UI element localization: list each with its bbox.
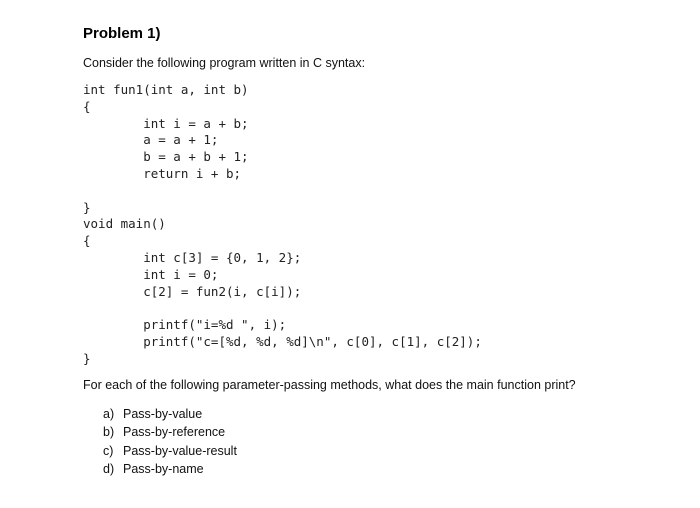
code-line: c[2] = fun2(i, c[i]); <box>83 283 302 299</box>
code-line: return i + b; <box>83 165 242 181</box>
problem-title: Problem 1) <box>83 25 161 42</box>
code-line: b = a + b + 1; <box>83 149 249 165</box>
option-marker: a) <box>103 407 115 421</box>
option-item <box>103 460 237 478</box>
code-line: a = a + 1; <box>83 132 219 148</box>
code-line: int fun1(int a, int b) <box>83 82 249 97</box>
code-line: } <box>83 350 91 366</box>
code-line: int i = 0; <box>83 266 219 282</box>
code-line <box>83 300 482 317</box>
option-item <box>103 405 237 423</box>
option-text: Pass-by-value-result <box>123 443 237 458</box>
option-marker: b) <box>103 425 115 440</box>
option-item <box>103 442 237 460</box>
options-list <box>103 405 237 478</box>
option-text: Pass-by-value <box>123 407 203 421</box>
problem-intro: Consider the following program written in C syntax: <box>83 56 366 70</box>
code-line: } <box>83 199 91 215</box>
option-item <box>103 423 237 441</box>
code-line: void main() <box>83 216 166 232</box>
code-line: int c[3] = {0, 1, 2}; <box>83 249 302 265</box>
code-block <box>83 82 482 368</box>
question-text: For each of the following parameter-passing methods, what does the main function print? <box>83 378 576 392</box>
code-line <box>83 183 482 200</box>
code-line: { <box>83 98 91 114</box>
code-line: { <box>83 233 91 249</box>
option-marker: d) <box>103 461 115 476</box>
option-marker: c) <box>103 443 114 458</box>
code-line: printf("i=%d ", i); <box>83 317 287 333</box>
option-text: Pass-by-name <box>123 461 204 476</box>
option-text: Pass-by-reference <box>123 425 226 440</box>
code-line: int i = a + b; <box>83 115 249 131</box>
code-line: printf("c=[%d, %d, %d]\n", c[0], c[1], c[2]); <box>83 333 482 349</box>
